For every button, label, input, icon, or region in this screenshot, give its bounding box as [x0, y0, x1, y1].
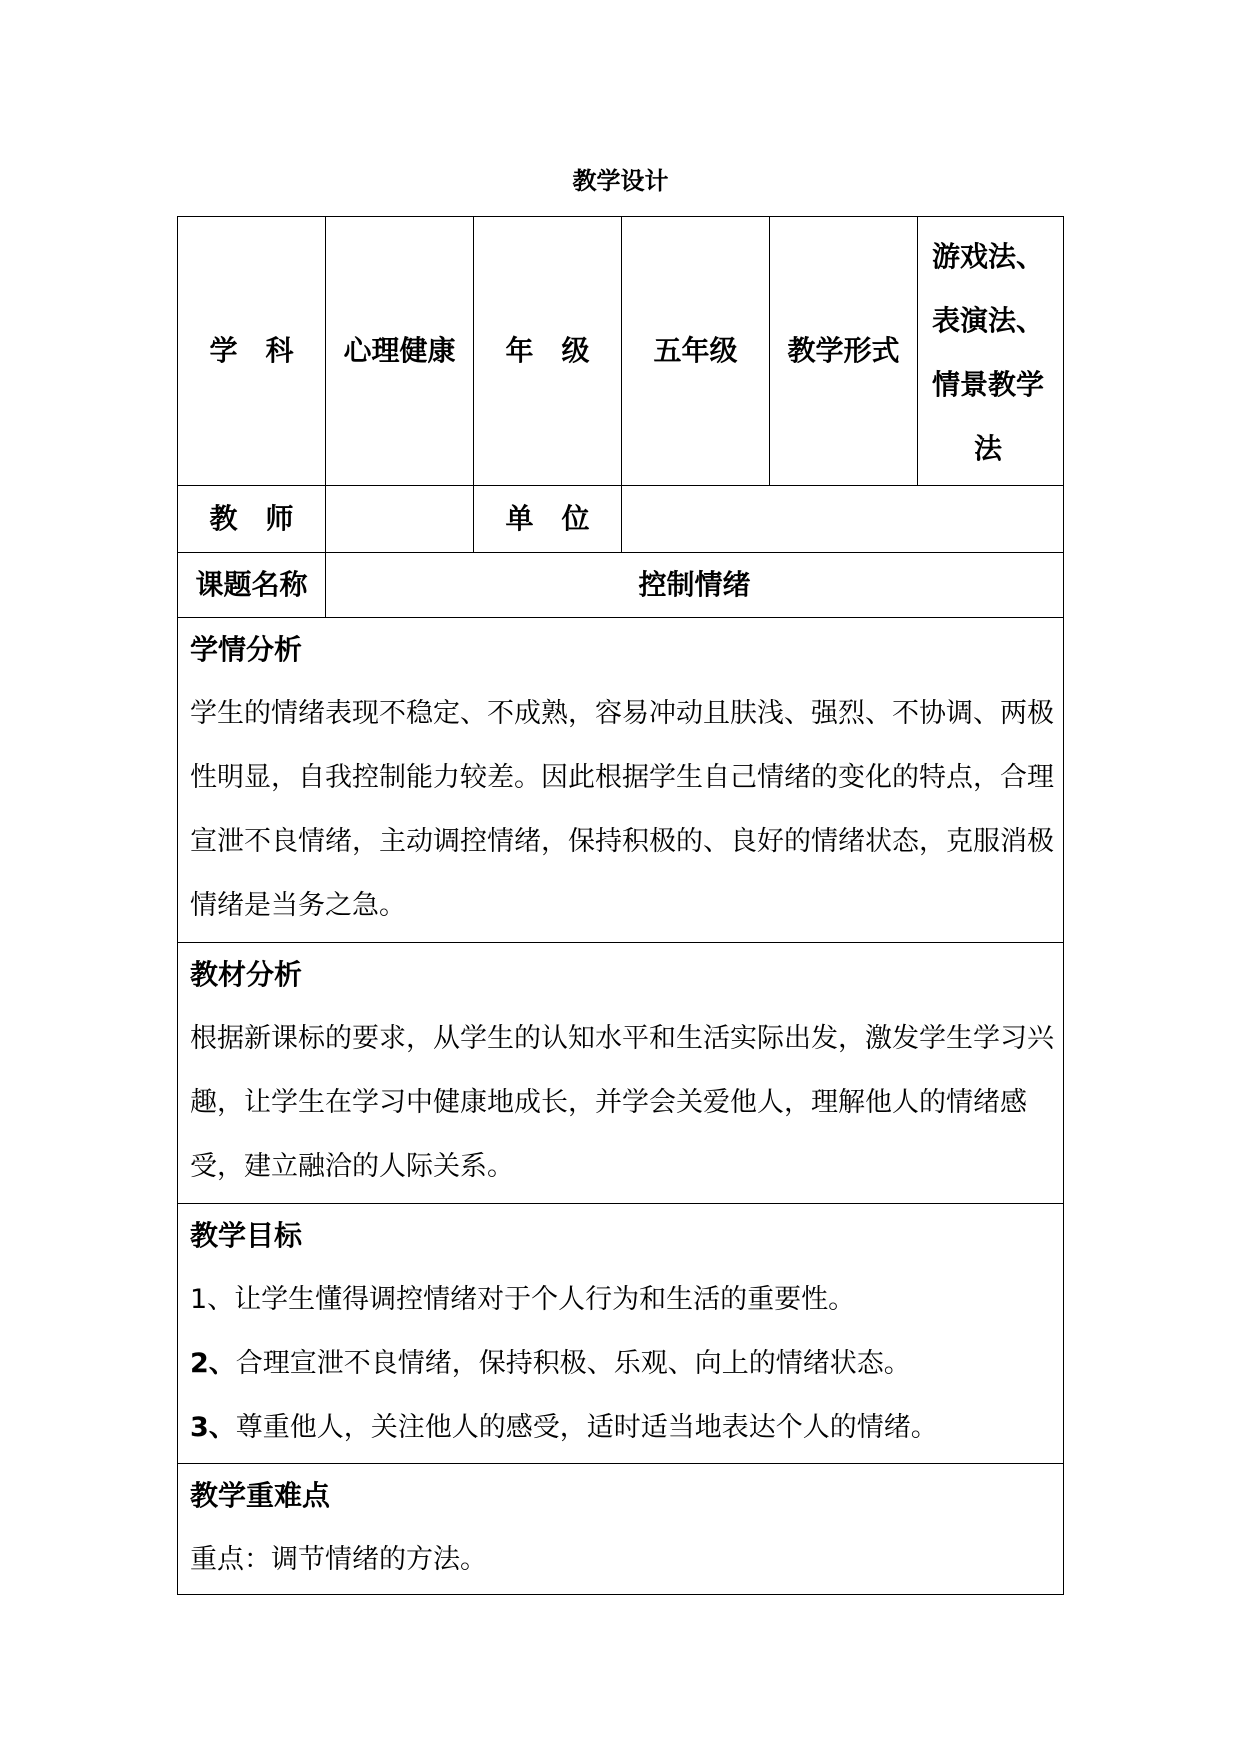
- teacher-row: [178, 486, 1064, 553]
- section-title: 教学目标: [190, 1219, 303, 1252]
- subject-label: 学 科: [178, 217, 326, 486]
- key-points-section: [178, 1464, 1064, 1595]
- material-analysis-text: 根据新课标的要求，从学生的认知水平和生活实际出发，激发学生学习兴趣，让学生在学习中健康地成长，并学会关爱他人，理解他人的情绪感受，建立融洽的人际关系。: [190, 1023, 1054, 1182]
- key-points-text: 重点：调节情绪的方法。: [190, 1544, 487, 1575]
- topic-value: 控制情绪: [326, 553, 1064, 618]
- learner-analysis-row: [178, 618, 1064, 943]
- topic-row: [178, 553, 1064, 618]
- objective-item: [190, 1396, 1055, 1460]
- section-title: 教学重难点: [190, 1479, 331, 1512]
- objective-number: 1、: [190, 1284, 235, 1315]
- teaching-form-line: 表演法、: [932, 304, 1045, 337]
- teaching-form-line: 游戏法、: [932, 240, 1045, 273]
- grade-label: 年 级: [474, 217, 622, 486]
- key-points-row: [178, 1464, 1064, 1595]
- subject-value: 心理健康: [326, 217, 474, 486]
- objective-text: 合理宣泄不良情绪，保持积极、乐观、向上的情绪状态。: [235, 1348, 911, 1379]
- topic-label: 课题名称: [178, 553, 326, 618]
- objective-number: 2、: [190, 1348, 236, 1379]
- material-analysis-row: [178, 943, 1064, 1204]
- objectives-row: [178, 1204, 1064, 1464]
- teacher-value: [326, 486, 474, 553]
- unit-value: [622, 486, 1064, 553]
- objective-item: [190, 1332, 1055, 1396]
- objective-text: 让学生懂得调控情绪对于个人行为和生活的重要性。: [234, 1284, 856, 1315]
- teaching-form-label: 教学形式: [770, 217, 918, 486]
- material-analysis-section: [178, 943, 1064, 1204]
- section-title: 学情分析: [190, 633, 303, 666]
- document-title: 教学设计: [572, 167, 669, 195]
- section-title: 教材分析: [190, 958, 303, 991]
- unit-label: 单 位: [474, 486, 622, 553]
- objective-item: [190, 1268, 1055, 1332]
- lesson-plan-table: [177, 216, 1064, 1595]
- learner-analysis-text: 学生的情绪表现不稳定、不成熟，容易冲动且肤浅、强烈、不协调、两极性明显，自我控制能力较差。因此根据学生自己情绪的变化的特点，合理宣泄不良情绪，主动调控情绪，保持积极的、良好的情绪状态，克服消极情绪是当务之急。: [190, 698, 1054, 921]
- grade-value: 五年级: [622, 217, 770, 486]
- teacher-label: 教 师: [178, 486, 326, 553]
- objective-text: 尊重他人，关注他人的感受，适时适当地表达个人的情绪。: [235, 1412, 938, 1443]
- teaching-form-line: 情景教学: [932, 368, 1045, 401]
- header-row: [178, 217, 1064, 486]
- teaching-form-line: 法: [974, 432, 1003, 465]
- objective-number: 3、: [190, 1412, 236, 1443]
- objectives-section: [178, 1204, 1064, 1464]
- learner-analysis-section: [178, 618, 1064, 943]
- teaching-form-value: [918, 217, 1064, 486]
